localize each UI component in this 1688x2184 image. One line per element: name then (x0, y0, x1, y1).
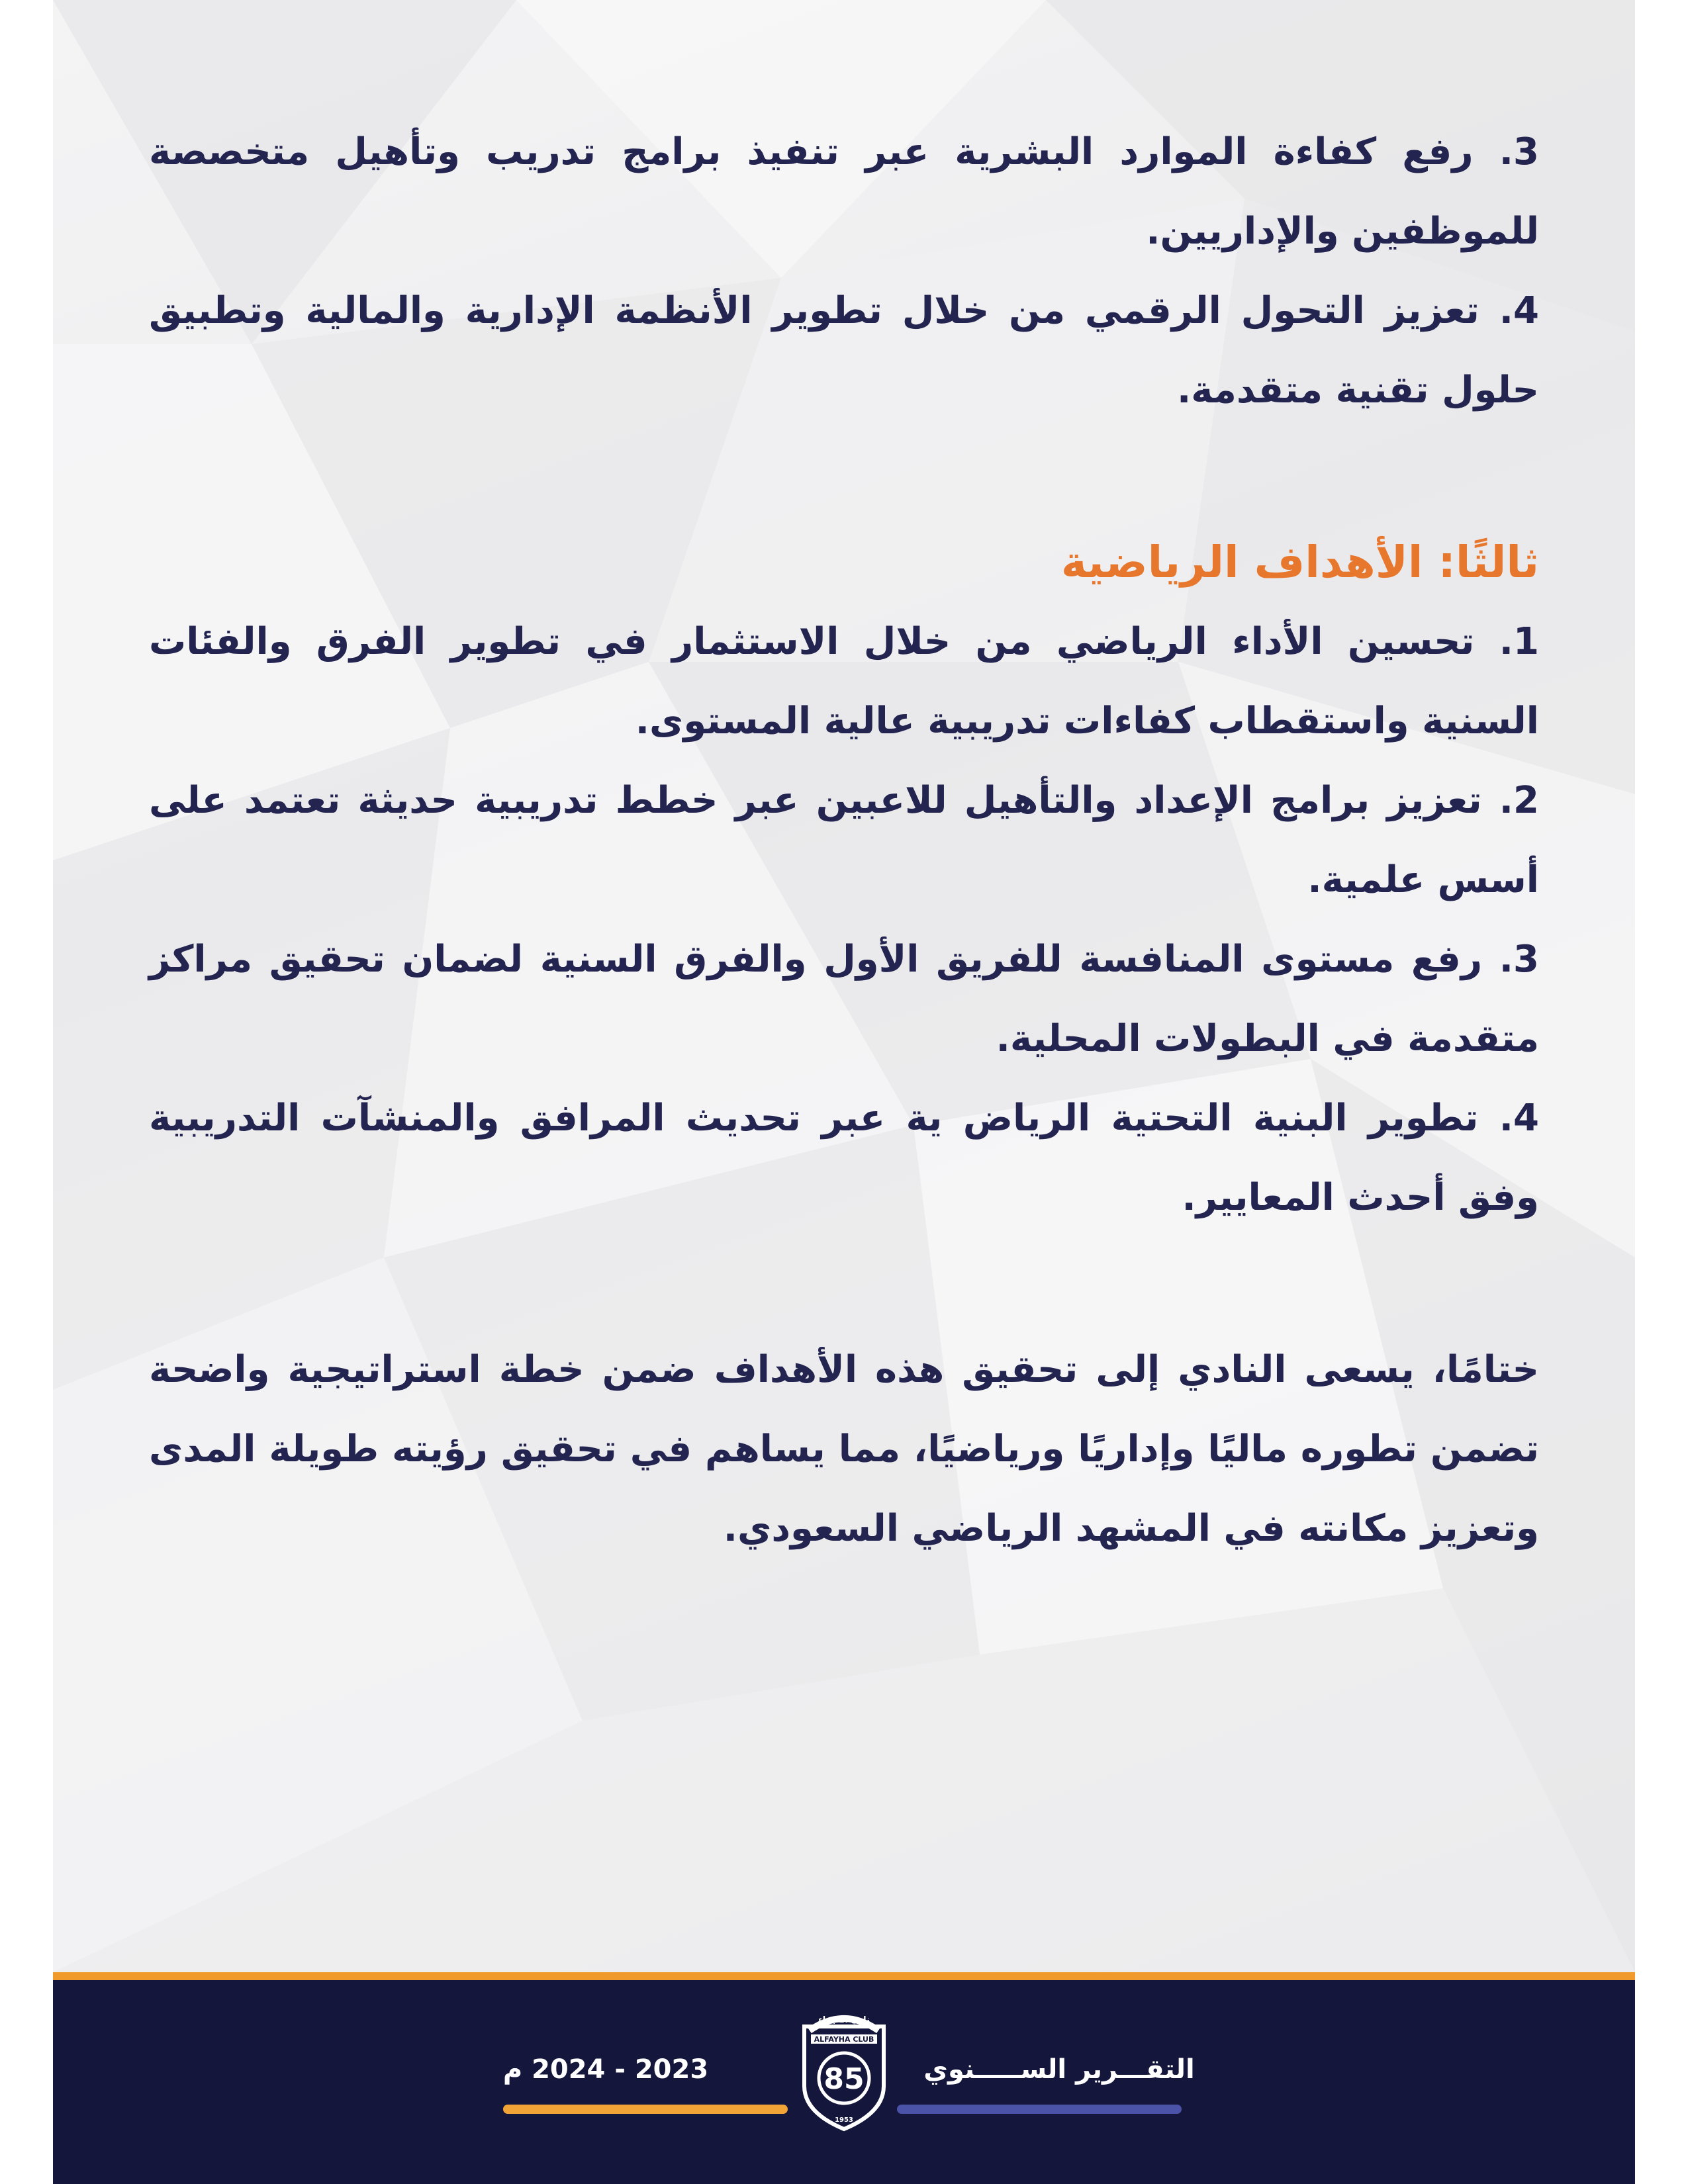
footer-orange-bar (503, 2105, 788, 2114)
admin-goal-3: 3. رفع كفاءة الموارد البشرية عبر تنفيذ برامج تدريب وتأهيل متخصصة للموظفين والإداريين. (149, 130, 1539, 253)
sports-goal-4: 4. تطوير البنية التحتية الرياض ية عبر تحديث المرافق والمنشآت التدريبية وفق أحدث المعايير. (149, 1097, 1539, 1219)
club-number: 85 (823, 2062, 865, 2096)
main-content (149, 113, 1539, 1569)
admin-goal-4: 4. تعزيز التحول الرقمي من خلال تطوير الأنظمة الإدارية والمالية وتطبيق حلول تقنية متقدمة. (149, 289, 1539, 412)
closing-paragraph: ختامًا، يسعى النادي إلى تحقيق هذه الأهداف ضمن خطة استراتيجية واضحة تضمن تطوره ماليًا وإداريًا ورياضيًا، مما يساهم في تحقيق رؤيته طويلة المدى وتعزيز مكانته في المشهد الرياضي السعودي. (149, 1348, 1539, 1550)
footer-blue-bar (897, 2105, 1182, 2114)
club-name-en: ALFAYHA CLUB (814, 2035, 874, 2044)
sports-goal-3: 3. رفع مستوى المنافسة للفريق الأول والفرق السنية لضمان تحقيق مراكز متقدمة في البطولات المحلية. (149, 938, 1539, 1060)
report-page (53, 0, 1635, 2184)
page-footer (53, 1980, 1635, 2184)
club-name-ar: نادي الفيحاء (818, 2015, 870, 2025)
club-logo (791, 2000, 897, 2132)
report-years: 2023 - 2024 م (502, 2054, 709, 2085)
sports-goal-2: 2. تعزيز برامج الإعداد والتأهيل للاعبين عبر خطط تدريبية حديثة تعتمد على أسس علمية. (149, 779, 1539, 901)
footer-accent-rule (53, 1972, 1635, 1980)
club-founded-year: 1953 (835, 2116, 853, 2124)
annual-report-title: التقـــرير الســـــنوي (923, 2054, 1195, 2085)
sports-goal-1: 1. تحسين الأداء الرياضي من خلال الاستثمار في تطوير الفرق والفئات السنية واستقطاب كفاءات تدريبية عالية المستوى. (149, 620, 1539, 743)
section-heading-sports-goals: ثالثًا: الأهداف الرياضية (1060, 537, 1539, 588)
